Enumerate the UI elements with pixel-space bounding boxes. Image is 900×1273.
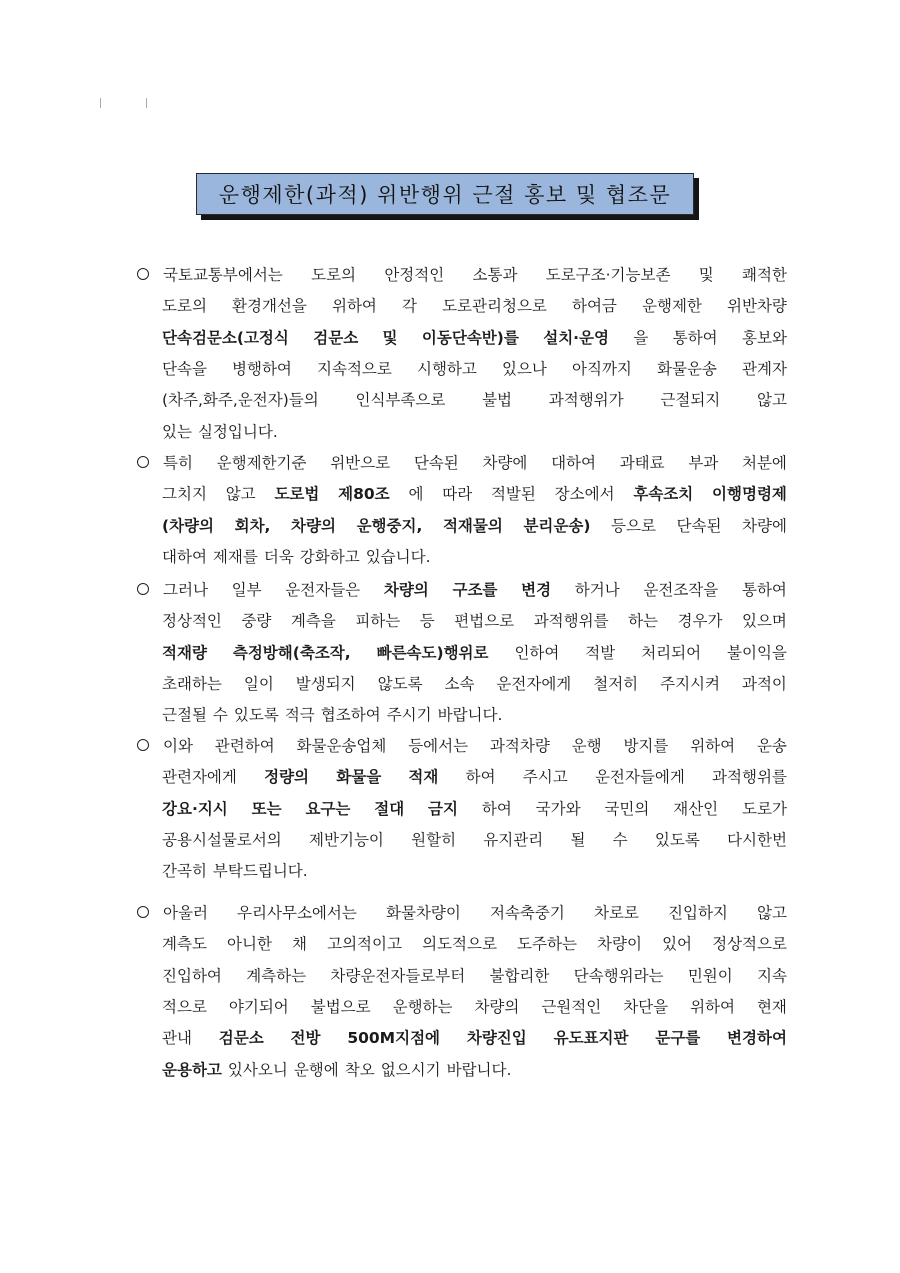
text: 차로로: [593, 904, 639, 922]
text: 바랍니다.: [437, 706, 503, 725]
text: 처분에: [741, 454, 787, 472]
text: 운행제한: [642, 297, 702, 316]
text: 적극: [284, 706, 315, 725]
text: 수: [612, 830, 628, 849]
text-line: [162, 513, 787, 539]
text: 발생되지: [295, 674, 356, 693]
text-line: [162, 671, 787, 697]
text: 하는: [628, 612, 659, 631]
text-line: [163, 733, 787, 759]
bold-text: 단속검문소(고정식: [162, 328, 289, 347]
text: 시행하고: [416, 359, 477, 378]
text: 될: [570, 830, 586, 849]
bold-text: 분리운송): [523, 516, 591, 535]
text: 재산인: [673, 799, 719, 818]
text-line: [162, 994, 787, 1020]
text: 운전조작을: [643, 581, 719, 599]
text: 없으시기: [380, 1060, 441, 1079]
text-line: [162, 1057, 787, 1083]
text: 그러나: [163, 581, 208, 599]
text: 실정입니다.: [197, 422, 278, 441]
bold-text: 빠른속도)행위로: [376, 643, 489, 662]
text: 하여: [481, 799, 512, 818]
text: 제재를: [212, 547, 258, 566]
circle-bullet-icon: [137, 906, 149, 918]
text: 도로가: [742, 799, 787, 818]
bold-text: 금지: [428, 799, 458, 818]
text: 운전자에게: [496, 674, 572, 693]
text: 하여금: [571, 297, 617, 316]
text: 않고: [757, 391, 787, 410]
text: 위하여: [690, 737, 736, 755]
text: 및: [698, 266, 714, 284]
text: 계측하는: [246, 966, 307, 985]
text: 현재: [756, 997, 787, 1016]
text: 있사오니: [227, 1060, 288, 1079]
text: 피하는: [355, 612, 401, 631]
text: (차주,화주,운전자)들의: [162, 391, 319, 410]
text: 있도록: [654, 830, 700, 849]
text: 진입하지: [668, 904, 728, 922]
bold-text: 정량의: [264, 768, 310, 787]
text: 않고: [225, 485, 256, 504]
text: 원할히: [411, 830, 457, 849]
text: 의도적으로: [422, 935, 497, 954]
text: 관계자: [742, 359, 787, 378]
text: 방지를: [623, 737, 669, 755]
text: 주시기: [386, 706, 432, 725]
bold-text: 검문소: [313, 328, 359, 347]
scan-mark: [146, 98, 147, 108]
text-line: [162, 419, 787, 445]
text: 수: [212, 706, 228, 725]
text: 과적행위가: [548, 391, 624, 410]
text: 소통과: [472, 266, 518, 284]
text: 있는: [162, 422, 192, 441]
bold-text: 또는: [251, 799, 282, 818]
text: 과적이: [741, 674, 787, 693]
bold-text: 측정방해(축조작,: [232, 643, 351, 662]
text: 초래하는: [162, 674, 222, 693]
page-title: 운행제한(과적) 위반행위 근절 홍보 및 협조문: [196, 173, 694, 215]
text: 등으로: [611, 516, 656, 535]
bold-text: 제80조: [338, 485, 390, 504]
text: 않도록: [377, 674, 423, 693]
text: 과적행위를: [533, 612, 609, 631]
text: 있습니다.: [365, 547, 431, 566]
text: 정상적인: [162, 612, 222, 631]
text: 화물운송업체: [296, 737, 387, 755]
text: 도로구조·기능보존: [545, 266, 671, 284]
text: 중량: [241, 612, 272, 631]
text: 부과: [688, 454, 719, 472]
bold-text: 문구를: [655, 1029, 701, 1048]
bold-text: 검문소: [218, 1029, 264, 1048]
text: 고의적이고: [327, 935, 402, 954]
text-line: [163, 577, 787, 603]
bold-text: 차량의: [291, 516, 336, 535]
text-line: [162, 764, 787, 790]
text: 철저히: [593, 674, 639, 693]
circle-bullet-icon: [137, 583, 149, 595]
text: 차단을: [623, 997, 669, 1016]
text: 쾌적한: [742, 266, 787, 284]
bold-text: 화물을: [336, 768, 382, 787]
bold-text: 후속조치: [633, 485, 694, 504]
text: 운송: [756, 737, 787, 755]
bold-text: 이행명령제: [712, 485, 787, 504]
text: 지속적으로: [317, 359, 392, 378]
text: 불이익을: [727, 643, 787, 662]
bold-text: 변경: [521, 581, 552, 599]
text: 처리되어: [641, 643, 702, 662]
text: 등에서는: [408, 737, 469, 755]
text: 운행에: [293, 1060, 339, 1079]
bold-text: 적재: [408, 768, 439, 787]
text: 경우가: [677, 612, 723, 631]
text-line: [162, 1025, 787, 1051]
text: 야기되어: [228, 997, 289, 1016]
text: 다시한번: [727, 830, 787, 849]
bold-text: 운용하고: [162, 1060, 222, 1079]
text: 불법: [482, 391, 513, 410]
text-line: [162, 858, 787, 884]
text: 근절될: [162, 706, 207, 725]
text: 국민의: [604, 799, 650, 818]
text: 각: [402, 297, 417, 316]
text: 운행제한기준: [216, 454, 307, 472]
text-line: [162, 931, 787, 957]
text: 단속된: [676, 516, 722, 535]
text: 편법으로: [454, 612, 515, 631]
text: 운행하는: [392, 997, 453, 1016]
text: 있으나: [501, 359, 547, 378]
text: 이와: [163, 737, 193, 755]
text: 하거나: [574, 581, 620, 599]
text: 운전자들은: [285, 581, 361, 599]
text: 아니한: [227, 935, 272, 954]
text: 계측도: [162, 935, 207, 954]
text: 운전자들에게: [594, 768, 685, 787]
bold-text: 이동단속반)를: [421, 328, 519, 347]
text: 있으며: [741, 612, 787, 631]
text: 우리사무소에서는: [237, 904, 357, 922]
text-line: [162, 356, 787, 382]
text-line: [162, 293, 787, 319]
circle-bullet-icon: [137, 268, 149, 280]
text: 민원이: [687, 966, 733, 985]
bold-text: 및: [382, 328, 398, 347]
text: 적발된: [490, 485, 536, 504]
text: 공용시설물로서의: [162, 830, 282, 849]
text-line: [162, 640, 787, 666]
text-line: [163, 262, 787, 288]
bold-text: 회차,: [234, 516, 271, 535]
text: 장소에서: [554, 485, 615, 504]
text: 인식부족으로: [355, 391, 446, 410]
text-line: [163, 900, 787, 926]
text: 통하여: [672, 328, 718, 347]
text: 적발: [585, 643, 616, 662]
text: 강화하고: [299, 547, 360, 566]
text: 관련하여: [214, 737, 275, 755]
text: 근절되지: [660, 391, 721, 410]
text: 채: [292, 935, 308, 954]
text: 않고: [757, 904, 787, 922]
text: 화물차량이: [385, 904, 461, 922]
text: 단속을: [162, 359, 207, 378]
text: 차량에: [482, 454, 528, 472]
text-line: [162, 796, 787, 822]
text: 계측을: [290, 612, 336, 631]
bold-text: 설치·운영: [543, 328, 609, 347]
text: 관련자에게: [162, 768, 237, 787]
text: 그치지: [162, 485, 207, 504]
text: 정상적으로: [712, 935, 787, 954]
text: 일이: [243, 674, 274, 693]
text: 위반차량: [727, 297, 787, 316]
text: 주지시켜: [660, 674, 721, 693]
text: 과적차량: [489, 737, 550, 755]
text: 차량의: [474, 997, 520, 1016]
bold-text: 절대: [374, 799, 405, 818]
bold-text: 적재물의: [442, 516, 503, 535]
text-line: [162, 963, 787, 989]
text: 있어: [662, 935, 693, 954]
text: 차량운전자들로부터: [330, 966, 466, 985]
text: 과태료: [619, 454, 665, 472]
bold-text: 유도표지판: [553, 1029, 629, 1048]
bold-text: 강요·지시: [162, 799, 228, 818]
text: 등: [419, 612, 435, 631]
bold-text: 요구는: [305, 799, 351, 818]
text: 위반으로: [330, 454, 391, 472]
text: 안정적인: [384, 266, 445, 284]
text: 도로관리청으로: [442, 297, 547, 316]
text: 도주하는: [517, 935, 577, 954]
text: 아직까지: [572, 359, 632, 378]
text: 과적행위를: [712, 768, 787, 787]
text: 근원적인: [541, 997, 602, 1016]
text: 병행하여: [232, 359, 292, 378]
text: 차량이: [597, 935, 642, 954]
text: 단속된: [413, 454, 459, 472]
text-line: [162, 702, 787, 728]
text: 도로의: [311, 266, 357, 284]
scan-mark: [100, 98, 101, 108]
text: 인하여: [514, 643, 560, 662]
text-line: [162, 481, 787, 507]
text: 을: [633, 328, 649, 347]
text: 화물운송: [657, 359, 717, 378]
bold-text: (차량의: [162, 516, 215, 535]
text: 따라: [442, 485, 473, 504]
text: 대하여: [162, 547, 207, 566]
text-line: [162, 387, 787, 413]
circle-bullet-icon: [137, 739, 149, 751]
text: 대하여: [551, 454, 596, 472]
text: 불법으로: [310, 997, 371, 1016]
bold-text: 운행중지,: [356, 516, 423, 535]
text-line: [162, 544, 787, 570]
bold-text: 차량진입: [466, 1029, 527, 1048]
bold-text: 차량의: [383, 581, 429, 599]
text-line: [163, 450, 787, 476]
text: 협조하여: [320, 706, 381, 725]
text: 소속: [444, 674, 475, 693]
bold-text: 변경하여: [727, 1029, 787, 1048]
title-banner: [196, 173, 694, 219]
text: 불합리한: [489, 966, 550, 985]
text: 제반기능이: [309, 830, 384, 849]
text: 바랍니다.: [446, 1060, 512, 1079]
text: 유지관리: [483, 830, 544, 849]
text: 홍보와: [742, 328, 787, 347]
text: 단속행위라는: [573, 966, 664, 985]
text: 환경개선을: [232, 297, 307, 316]
bold-text: 도로법: [274, 485, 320, 504]
text: 국가와: [535, 799, 581, 818]
text: 적으로: [162, 997, 207, 1016]
text: 통하여: [741, 581, 787, 599]
text: 아울러: [163, 904, 208, 922]
text: 착오: [344, 1060, 375, 1079]
bold-text: 500M지점에: [347, 1029, 441, 1048]
text: 특히: [163, 454, 193, 472]
text-line: [162, 325, 787, 351]
text: 주시고: [522, 768, 568, 787]
text: 차량에: [742, 516, 787, 535]
text: 에: [408, 485, 424, 504]
text-line: [162, 827, 787, 853]
text: 간곡히: [162, 862, 207, 881]
text: 하여: [465, 768, 496, 787]
text: 있도록: [233, 706, 279, 725]
text: 일부: [231, 581, 262, 599]
circle-bullet-icon: [137, 456, 149, 468]
text: 운행: [571, 737, 602, 755]
text: 지속: [757, 966, 787, 985]
text: 진입하여: [162, 966, 222, 985]
text: 더욱: [263, 547, 294, 566]
bold-text: 전방: [290, 1029, 321, 1048]
text: 관내: [162, 1029, 192, 1048]
text: 위하여: [690, 997, 735, 1016]
text: 저속축중기: [489, 904, 565, 922]
bold-text: 구조를: [452, 581, 498, 599]
text: 위하여: [331, 297, 377, 316]
text: 도로의: [162, 297, 207, 316]
text-line: [162, 608, 787, 634]
bold-text: 적재량: [162, 643, 207, 662]
text: 부탁드립니다.: [212, 862, 308, 881]
text: 국토교통부에서는: [163, 266, 283, 284]
